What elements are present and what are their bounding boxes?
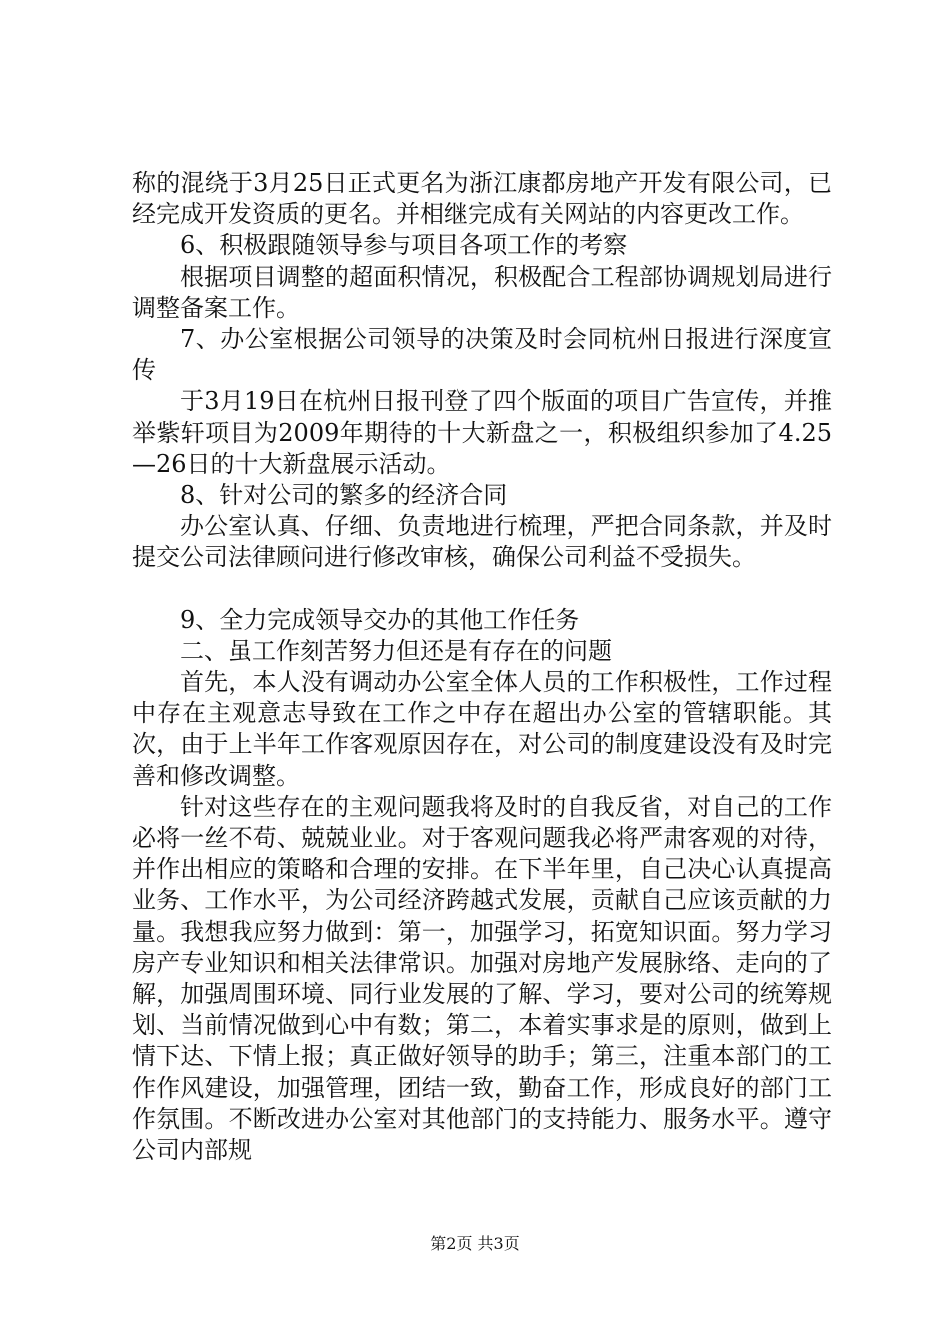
plan-paragraph: 针对这些存在的主观问题我将及时的自我反省，对自己的工作必将一丝不苟、兢兢业业。对于客观问题我必将严肃客观的对待，并作出相应的策略和合理的安排。在下半年里，自己决心认真提高业务、工作水平，为公司经济跨越式发展，贡献自己应该贡献的力量。我想我应努力做到：第一，加强学习，拓宽知识面。努力学习房产专业知识和相关法律常识。加强对房地产发展脉络、走向的了解，加强周围环境、同行业发展的了解、学习，要对公司的统筹规划、当前情况做到心中有数；第二，本着实事求是的原则，做到上情下达、下情上报；真正做好领导的助手；第三，注重本部门的工作作风建设，加强管理，团结一致，勤奋工作，形成良好的部门工作氛围。不断改进办公室对其他部门的支持能力、服务水平。遵守公司内部规	[132, 792, 832, 1165]
problems-paragraph: 首先，本人没有调动办公室全体人员的工作积极性，工作过程中存在主观意志导致在工作之中存在超出办公室的管辖职能。其次，由于上半年工作客观原因存在，对公司的制度建设没有及时完善和修改调整。	[132, 668, 832, 790]
item-body-8: 办公室认真、仔细、负责地进行梳理，严把合同条款，并及时提交公司法律顾问进行修改审核，确保公司利益不受损失。	[132, 512, 832, 572]
item-body-7: 于3月19日在杭州日报刊登了四个版面的项目广告宣传，并推举紫轩项目为2009年期待的十大新盘之一，积极组织参加了4.25—26日的十大新盘展示活动。	[132, 387, 832, 478]
item-heading-9: 9、全力完成领导交办的其他工作任务	[180, 605, 580, 634]
item-body-6: 根据项目调整的超面积情况，积极配合工程部协调规划局进行调整备案工作。	[132, 262, 832, 322]
item-heading-8: 8、针对公司的繁多的经济合同	[180, 481, 508, 510]
section-heading-2: 二、虽工作刻苦努力但还是有存在的问题	[180, 636, 612, 665]
paragraph-continuation: 称的混绕于3月25日正式更名为浙江康都房地产开发有限公司，已经完成开发资质的更名。并相继完成有关网站的内容更改工作。	[132, 169, 832, 229]
item-heading-6: 6、积极跟随领导参与项目各项工作的考察	[180, 231, 628, 260]
item-heading-7: 7、办公室根据公司领导的决策及时会同杭州日报进行深度宣传	[132, 325, 832, 385]
page-number-footer: 第2页 共3页	[430, 1234, 520, 1253]
document-body	[132, 168, 832, 1166]
